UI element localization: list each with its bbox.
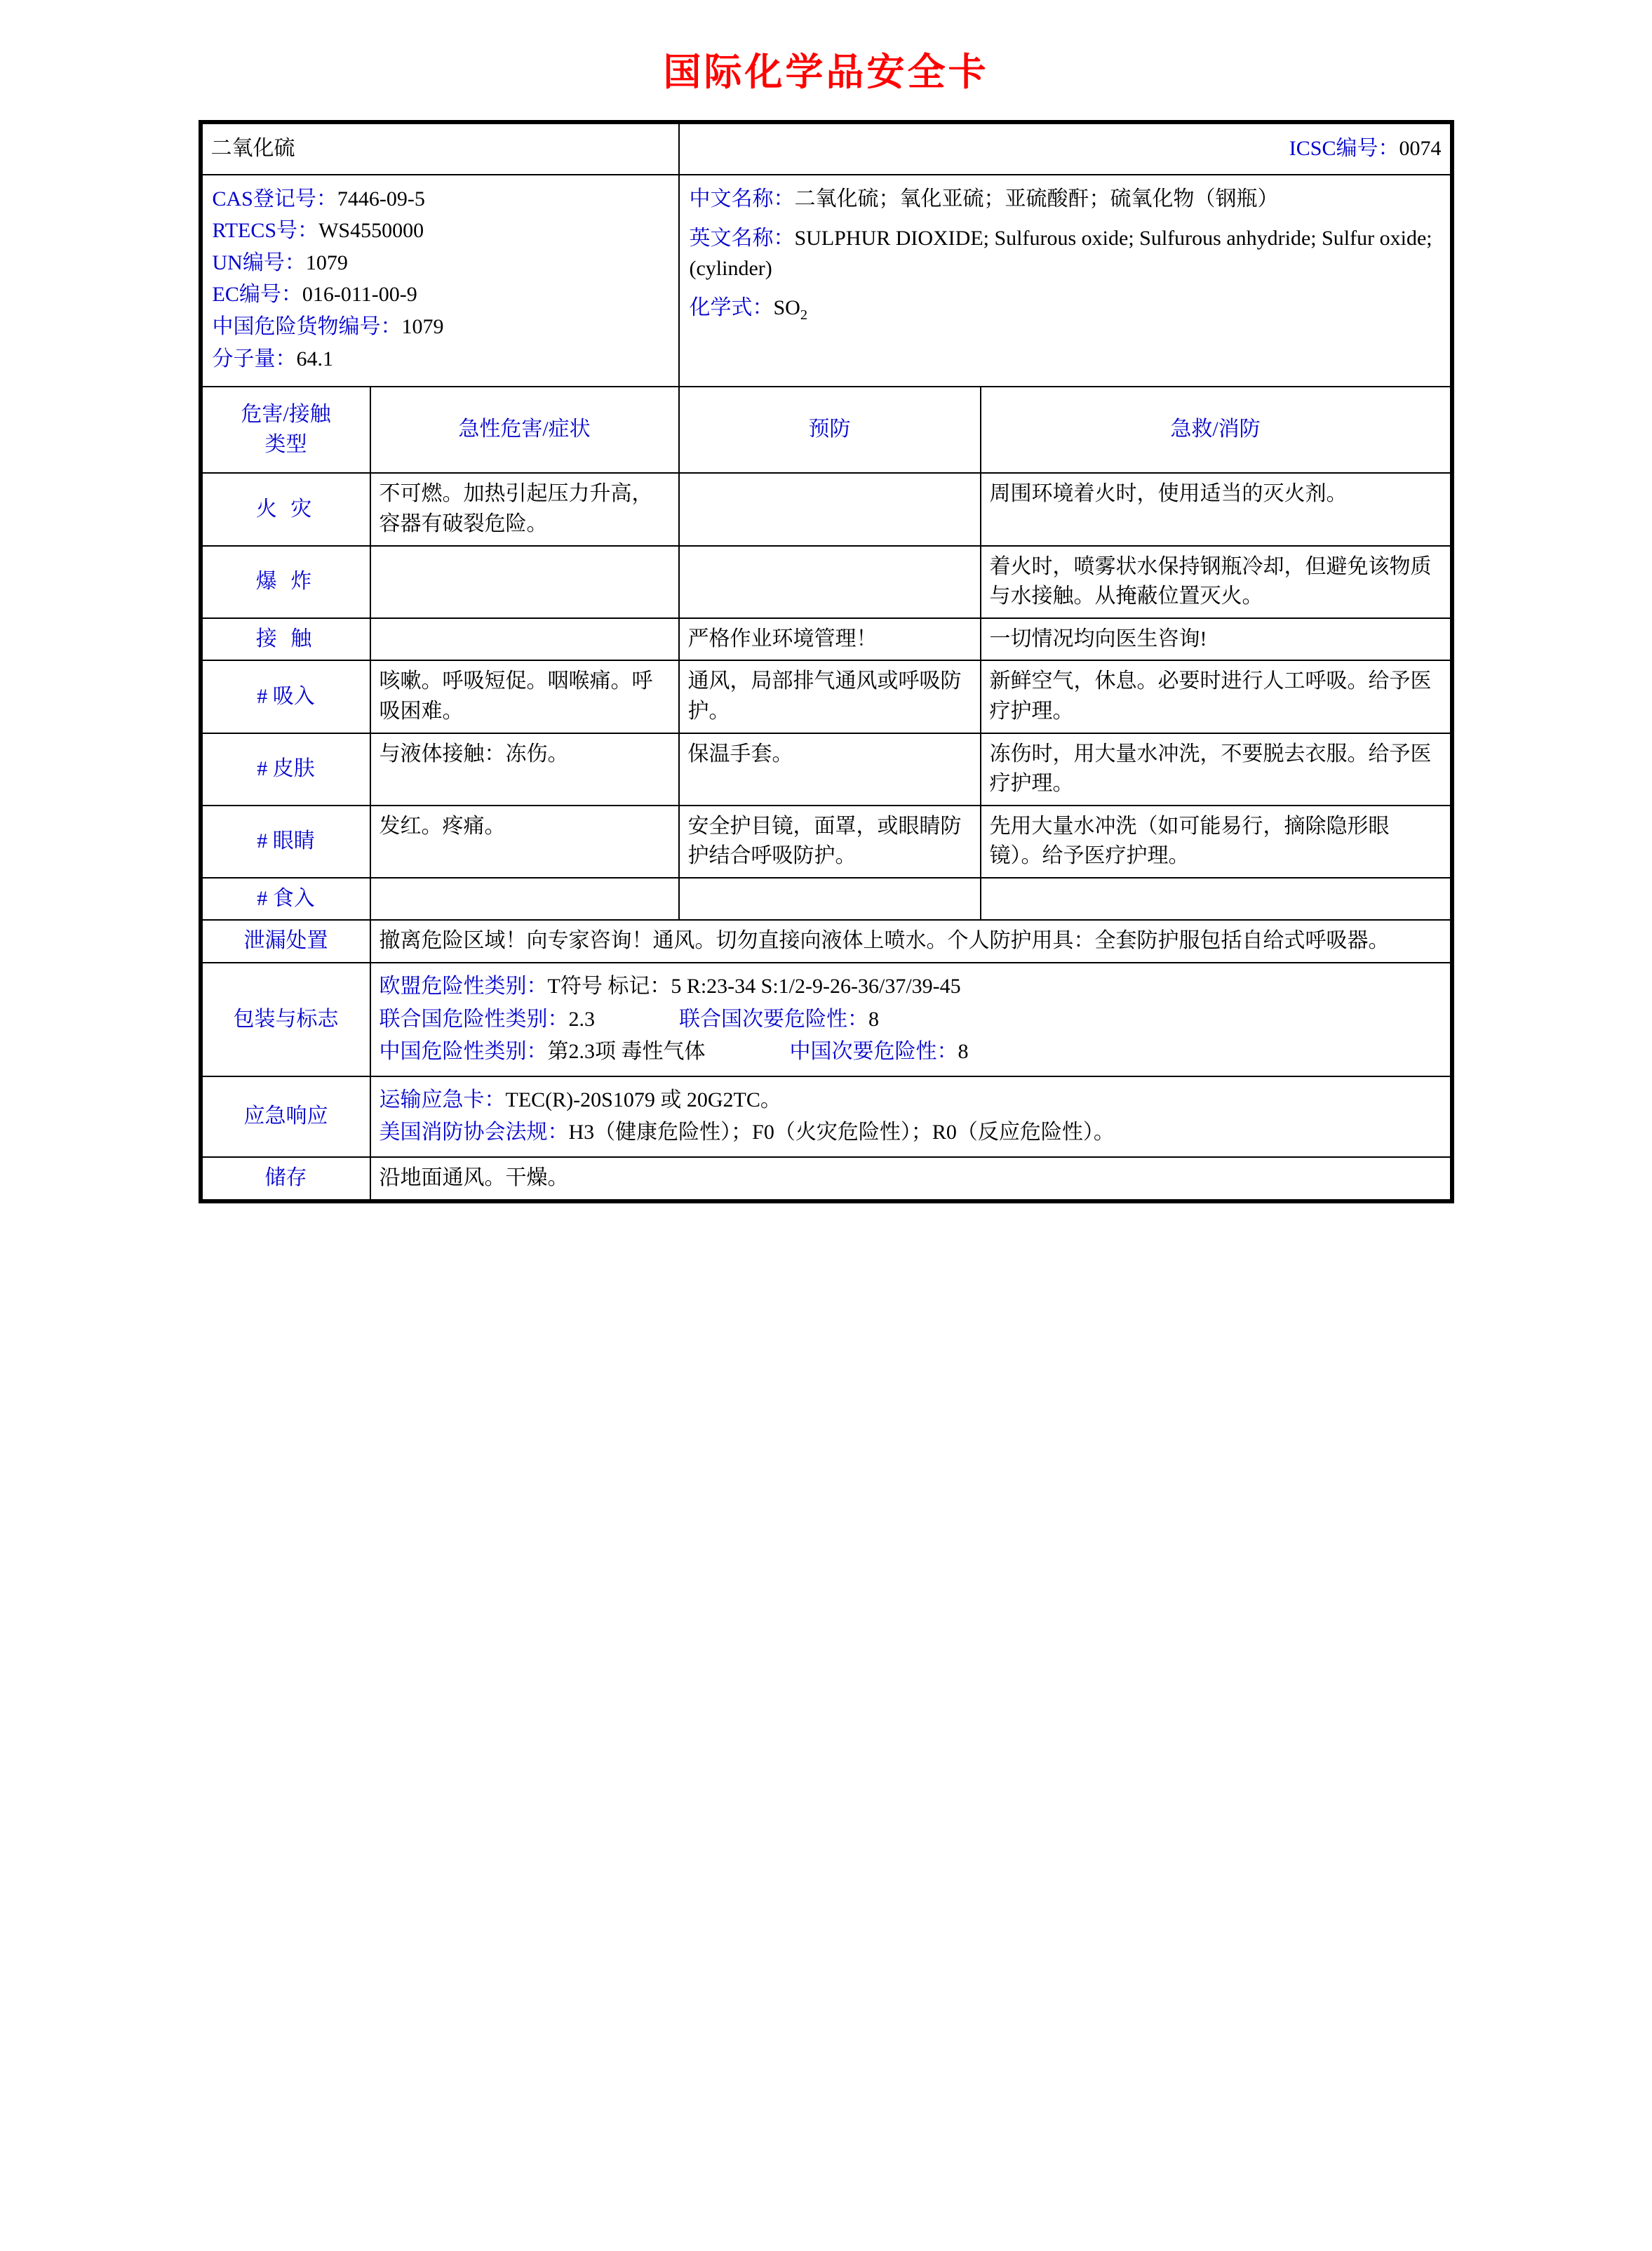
identifier-value: 7446-09-5 (337, 187, 425, 211)
page-title: 国际化学品安全卡 (663, 50, 989, 94)
row-prevention-fire (679, 473, 981, 545)
packaging-content (370, 963, 1451, 1076)
packaging-un-value: 2.3 (568, 1007, 595, 1031)
row-firstaid-ingestion (981, 878, 1451, 921)
emergency-label: 应急响应 (202, 1076, 370, 1157)
row-hazard-eyes: 发红。疼痛。 (370, 806, 679, 878)
packaging-eu-value: T符号 标记：5 R:23-34 S:1/2-9-26-36/37/39-45 (547, 975, 961, 998)
packaging-label: 包装与标志 (202, 963, 370, 1076)
packaging-un (380, 1005, 1442, 1035)
column-header-firstaid: 急救/消防 (981, 387, 1451, 473)
column-header-type (202, 387, 370, 473)
identifier-value: WS4550000 (318, 219, 424, 243)
emergency-row (202, 1076, 1451, 1157)
emergency-transport (380, 1086, 1442, 1116)
identifier-ec (213, 280, 669, 310)
spill-row (202, 920, 1451, 963)
names-block (679, 175, 1451, 387)
packaging-un-sub-value: 8 (868, 1007, 879, 1031)
row-hazard-exposure (370, 618, 679, 661)
row-prevention-eyes: 安全护目镜，面罩，或眼睛防护结合呼吸防护。 (679, 806, 981, 878)
emergency-nfpa-label: 美国消防协会法规： (379, 1121, 569, 1144)
english-name-value: SULPHUR DIOXIDE; Sulfurous oxide; Sulfurous anhydride; Sulfur oxide; (cylinder) (689, 227, 1432, 280)
identifier-value: 1079 (401, 314, 444, 338)
emergency-nfpa-value: H3（健康危险性）；F0（火灾危险性）；R0（反应危险性）。 (568, 1121, 1115, 1144)
storage-text: 沿地面通风。干燥。 (370, 1157, 1451, 1200)
column-header-type-line2: 类型 (264, 432, 307, 456)
column-header-row (202, 387, 1451, 473)
identifier-value: 016-011-00-9 (302, 283, 417, 307)
packaging-cn-sub-label: 中国次要危险性： (789, 1040, 958, 1064)
emergency-transport-value: TEC(R)-20S1079 或 20G2TC。 (505, 1088, 781, 1111)
packaging-un-label: 联合国危险性类别： (379, 1007, 569, 1031)
table-row (202, 618, 1451, 661)
row-hazard-explosion (370, 546, 679, 618)
identifier-label: 中国危险货物编号： (212, 314, 402, 338)
spill-text: 撤离危险区域！向专家咨询！通风。切勿直接向液体上喷水。个人防护用具：全套防护服包括自给式呼吸器。 (370, 920, 1451, 963)
identifier-cn-dangerous-goods (213, 312, 669, 342)
emergency-transport-label: 运输应急卡： (379, 1088, 506, 1111)
packaging-cn-value: 第2.3项 毒性气体 (547, 1040, 706, 1064)
english-name (690, 224, 1440, 283)
row-label-skin: # 皮肤 (202, 733, 370, 806)
row-label-explosion: 爆 炸 (202, 546, 370, 618)
column-header-type-line1: 危害/接触 (241, 403, 331, 427)
row-label-inhalation: # 吸入 (202, 660, 370, 733)
identifier-label: EC编号： (212, 283, 302, 307)
row-firstaid-explosion: 着火时，喷雾状水保持钢瓶冷却，但避免该物质与水接触。从掩蔽位置灭火。 (981, 546, 1451, 618)
row-hazard-fire: 不可燃。加热引起压力升高，容器有破裂危险。 (370, 473, 679, 545)
row-label-fire: 火 灾 (202, 473, 370, 545)
row-prevention-inhalation: 通风，局部排气通风或呼吸防护。 (679, 660, 981, 733)
row-label-exposure: 接 触 (202, 618, 370, 661)
packaging-un-sub-label: 联合国次要危险性： (679, 1007, 868, 1031)
chemical-formula (690, 293, 1440, 326)
table-row (202, 878, 1451, 921)
formula-subscript: 2 (800, 307, 808, 323)
row-firstaid-eyes: 先用大量水冲洗（如可能易行，摘除隐形眼镜）。给予医疗护理。 (981, 806, 1451, 878)
table-row (202, 733, 1451, 806)
formula-main: SO (773, 296, 800, 320)
row-prevention-skin: 保温手套。 (679, 733, 981, 806)
chinese-name (690, 185, 1440, 215)
table-row (202, 473, 1451, 545)
emergency-nfpa (380, 1118, 1442, 1148)
identifier-un (213, 248, 669, 279)
packaging-cn-sub-value: 8 (958, 1040, 969, 1064)
identity-row (202, 175, 1451, 387)
identifier-label: CAS登记号： (212, 187, 337, 211)
spill-label: 泄漏处置 (202, 920, 370, 963)
english-name-label: 英文名称： (689, 227, 795, 251)
table-row (202, 806, 1451, 878)
row-hazard-inhalation: 咳嗽。呼吸短促。咽喉痛。呼吸困难。 (370, 660, 679, 733)
identifier-cas (213, 185, 669, 215)
icsc-value: 0074 (1399, 137, 1442, 160)
identifier-value: 1079 (305, 251, 348, 274)
column-header-hazards: 急性危害/症状 (370, 387, 679, 473)
column-header-prevention: 预防 (679, 387, 981, 473)
packaging-row (202, 963, 1451, 1076)
icsc-label: ICSC编号： (1289, 137, 1399, 160)
storage-label: 储存 (202, 1157, 370, 1200)
row-hazard-skin: 与液体接触：冻伤。 (370, 733, 679, 806)
identifier-label: RTECS号： (212, 219, 319, 243)
row-firstaid-skin: 冻伤时，用大量水冲洗，不要脱去衣服。给予医疗护理。 (981, 733, 1451, 806)
chinese-name-label: 中文名称： (689, 187, 795, 211)
row-firstaid-exposure: 一切情况均向医生咨询! (981, 618, 1451, 661)
row-label-eyes: # 眼睛 (202, 806, 370, 878)
identifier-label: UN编号： (212, 251, 306, 274)
identifier-block (202, 175, 679, 387)
icsc-number-cell (679, 123, 1451, 175)
icsc-card (199, 120, 1454, 1203)
substance-name: 二氧化硫 (202, 123, 679, 175)
chinese-name-value: 二氧化硫；氧化亚硫；亚硫酸酐；硫氧化物（钢瓶） (794, 187, 1279, 211)
identifier-molecular-weight (213, 345, 669, 375)
row-hazard-ingestion (370, 878, 679, 921)
packaging-cn (380, 1037, 1442, 1067)
packaging-eu (380, 972, 1442, 1002)
table-row (202, 546, 1451, 618)
row-prevention-ingestion (679, 878, 981, 921)
header-row (202, 123, 1451, 175)
emergency-content (370, 1076, 1451, 1157)
row-prevention-explosion (679, 546, 981, 618)
identifier-rtecs (213, 216, 669, 246)
packaging-cn-label: 中国危险性类别： (379, 1040, 548, 1064)
row-firstaid-inhalation: 新鲜空气，休息。必要时进行人工呼吸。给予医疗护理。 (981, 660, 1451, 733)
table-row (202, 660, 1451, 733)
icsc-table (201, 123, 1451, 1201)
packaging-eu-label: 欧盟危险性类别： (379, 975, 548, 998)
row-label-ingestion: # 食入 (202, 878, 370, 921)
formula-label: 化学式： (689, 296, 774, 320)
identifier-label: 分子量： (212, 347, 297, 370)
identifier-value: 64.1 (296, 347, 333, 370)
row-firstaid-fire: 周围环境着火时，使用适当的灭火剂。 (981, 473, 1451, 545)
row-prevention-exposure: 严格作业环境管理！ (679, 618, 981, 661)
storage-row (202, 1157, 1451, 1200)
